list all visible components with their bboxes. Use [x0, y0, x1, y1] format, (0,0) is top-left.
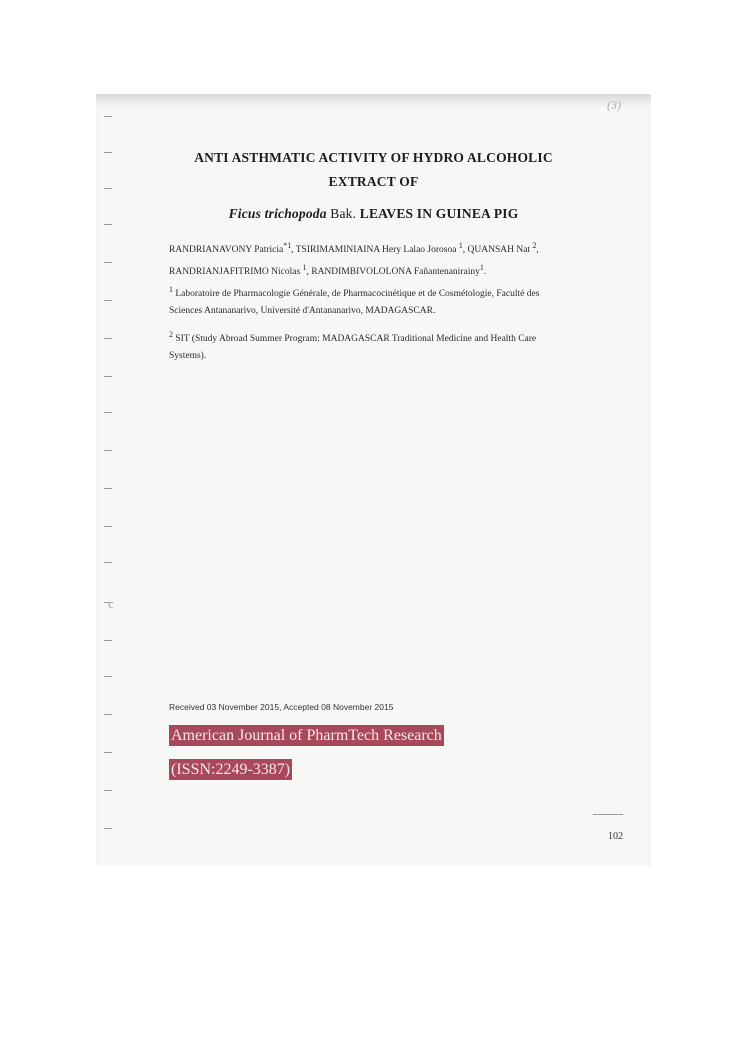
issn-banner: (ISSN:2249-3387)	[171, 761, 291, 778]
author-2-affiliation: 1	[458, 241, 463, 250]
margin-tick	[104, 640, 112, 641]
margin-tick	[104, 300, 112, 301]
margin-tick	[104, 412, 112, 413]
margin-tick	[104, 752, 112, 753]
species-authority: Bak.	[326, 206, 357, 221]
author-3: , QUANSAH Nat	[462, 245, 533, 256]
scan-shadow-edge	[96, 94, 651, 108]
author-2: , TSIRIMAMINIAINA Hery Lalao Jorosoa	[291, 245, 459, 256]
received-accepted-dates: Received 03 November 2015, Accepted 08 November 2015	[169, 702, 394, 712]
author-5: , RANDIMBIVOLOLONA Fañantenanirainy	[306, 267, 480, 278]
margin-tick	[104, 376, 112, 377]
margin-tick	[104, 790, 112, 791]
margin-tick	[104, 488, 112, 489]
author-3-affiliation: 2	[532, 241, 537, 250]
margin-tick	[104, 450, 112, 451]
margin-tick	[104, 676, 112, 677]
title-line-1: ANTI ASTHMATIC ACTIVITY OF HYDRO ALCOHOLIC	[194, 150, 553, 165]
page-number-rule	[593, 814, 623, 815]
affiliation-1	[169, 281, 569, 320]
affiliation-1-marker: 1	[169, 285, 173, 294]
margin-tick	[104, 338, 112, 339]
margin-tick	[104, 116, 112, 117]
affiliation-2-marker: 2	[169, 330, 173, 339]
species-name: Ficus trichopoda	[228, 206, 327, 221]
margin-tick	[104, 262, 112, 263]
author-1-affiliation: *1	[283, 241, 292, 250]
author-list	[169, 237, 569, 281]
margin-tick	[104, 526, 112, 527]
page-number: 102	[608, 831, 623, 842]
author-4-affiliation: 1	[302, 263, 307, 273]
scanned-page	[96, 94, 651, 866]
author-list-end: .	[483, 267, 487, 278]
affiliation-2-text: SIT (Study Abroad Summer Program: MADAGASCAR Traditional Medicine and Health Care Systems).	[169, 334, 537, 362]
affiliation-2	[169, 326, 569, 365]
title-line-3-rest: LEAVES IN GUINEA PIG	[356, 206, 519, 221]
handwritten-corner-mark: (3)	[607, 98, 621, 112]
title-line-3	[96, 206, 651, 222]
journal-name-banner: American Journal of PharmTech Research	[171, 727, 442, 744]
margin-tick	[104, 828, 112, 829]
author-4: , RANDRIANJAFITRIMO Nicolas	[169, 245, 539, 278]
margin-c-mark: c	[108, 596, 114, 611]
margin-tick	[104, 224, 112, 225]
title-line-2: EXTRACT OF	[328, 174, 419, 189]
author-5-affiliation: 1	[479, 263, 484, 273]
affiliation-1-text: Laboratoire de Pharmacologie Générale, de Pharmacocinétique et de Cosmétologie, Faculté des Sciences Antananarivo, Université d'Antananarivo, MADAGASCAR.	[169, 289, 540, 317]
margin-tick	[104, 714, 112, 715]
margin-tick	[104, 562, 112, 563]
author-1: RANDRIANAVONY Patricia	[169, 245, 284, 256]
